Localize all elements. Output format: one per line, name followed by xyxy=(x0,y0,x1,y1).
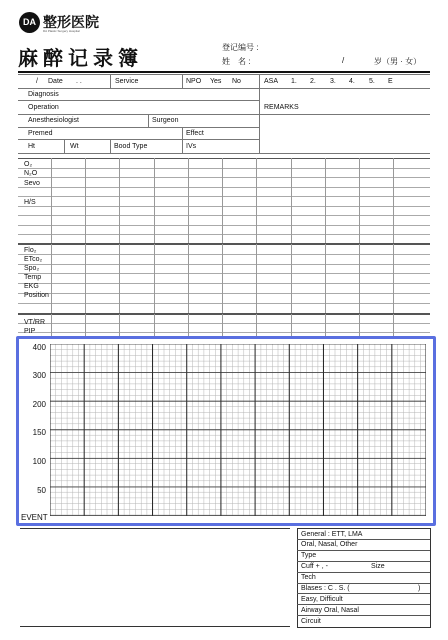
blases-close: ) xyxy=(418,585,421,592)
airway-item: Airway Oral, Nasal xyxy=(301,606,359,614)
gas-label-sevo: Sevo xyxy=(24,180,40,187)
vent-label-pip: PIP xyxy=(24,328,36,335)
cuff-size-label: Size xyxy=(371,563,385,570)
notes-line xyxy=(20,528,290,529)
asa-option: 1. xyxy=(291,78,297,85)
y-tick-200: 200 xyxy=(32,400,46,409)
airway-item: Tech xyxy=(301,574,316,582)
operation-label: Operation xyxy=(28,104,59,111)
hospital-subtitle: DA Plastic Surgery Hospital xyxy=(43,29,80,33)
height-label: Ht xyxy=(28,143,35,150)
monitor-label-flo2: Flo₂ xyxy=(24,247,37,254)
name-slash: / xyxy=(342,56,345,65)
npo-no: No xyxy=(232,78,241,85)
remarks-label: REMARKS xyxy=(264,104,299,111)
monitor-label-etco2: ETco₂ xyxy=(24,256,43,263)
row-slash: / xyxy=(36,78,38,85)
blood-type-label: Bood Type xyxy=(114,143,148,150)
effect-label: Effect xyxy=(186,130,204,137)
monitor-label-spo2: Spo₂ xyxy=(24,265,40,272)
registration-number-label: 登记编号 : xyxy=(222,43,259,52)
vent-label-vtrr: VT/RR xyxy=(24,319,45,326)
asa-option: 5. xyxy=(369,78,375,85)
asa-label: ASA xyxy=(264,78,279,85)
asa-option: E xyxy=(388,78,393,85)
diagnosis-label: Diagnosis xyxy=(28,91,59,98)
airway-item: Blases : C . S. ( xyxy=(301,585,350,592)
y-tick-150: 150 xyxy=(32,428,46,437)
airway-item: Easy, Difficult xyxy=(301,595,343,603)
y-tick-100: 100 xyxy=(32,457,46,466)
airway-item: Cuff + , - xyxy=(301,563,328,571)
form-title: 麻醉记录簿 xyxy=(18,48,143,70)
monitor-label-position: Position xyxy=(24,292,49,299)
patient-name-label: 姓 名 : xyxy=(222,57,251,66)
surgeon-label: Surgeon xyxy=(152,117,179,124)
y-tick-50: 50 xyxy=(37,486,46,495)
monitor-label-ekg: EKG xyxy=(24,283,39,290)
airway-item: Circuit xyxy=(301,617,321,625)
airway-item: Oral, Nasal, Other xyxy=(301,541,358,549)
age-sex-label: 岁（男 · 女） xyxy=(374,57,422,66)
premed-label: Premed xyxy=(28,130,53,137)
hospital-name: 整形医院 xyxy=(43,14,99,30)
asa-option: 4. xyxy=(349,78,355,85)
date-dots: . . xyxy=(76,78,82,85)
vitals-graph-grid[interactable] xyxy=(50,344,426,516)
header-rule xyxy=(18,71,430,73)
gas-label-o2: O₂ xyxy=(24,161,33,168)
gas-label-n2o: N₂O xyxy=(24,170,38,177)
monitor-label-temp: Temp xyxy=(24,274,42,281)
notes-line xyxy=(20,626,290,627)
anesthesiologist-label: Anesthesiologist xyxy=(28,117,79,124)
airway-item: Type xyxy=(301,552,317,560)
npo-label: NPO xyxy=(186,78,202,85)
event-label: EVENT xyxy=(21,513,48,522)
date-label: Date xyxy=(48,78,63,85)
asa-option: 2. xyxy=(310,78,316,85)
gas-label-hs: H/S xyxy=(24,199,36,206)
hospital-logo-icon: DA xyxy=(19,12,40,33)
asa-option: 3. xyxy=(330,78,336,85)
airway-item: General : ETT, LMA xyxy=(301,530,363,538)
y-tick-300: 300 xyxy=(32,371,46,380)
ivs-label: IVs xyxy=(186,143,197,150)
service-label: Service xyxy=(115,78,139,85)
npo-yes: Yes xyxy=(210,78,222,85)
y-tick-400: 400 xyxy=(32,343,46,352)
weight-label: Wt xyxy=(70,143,79,150)
